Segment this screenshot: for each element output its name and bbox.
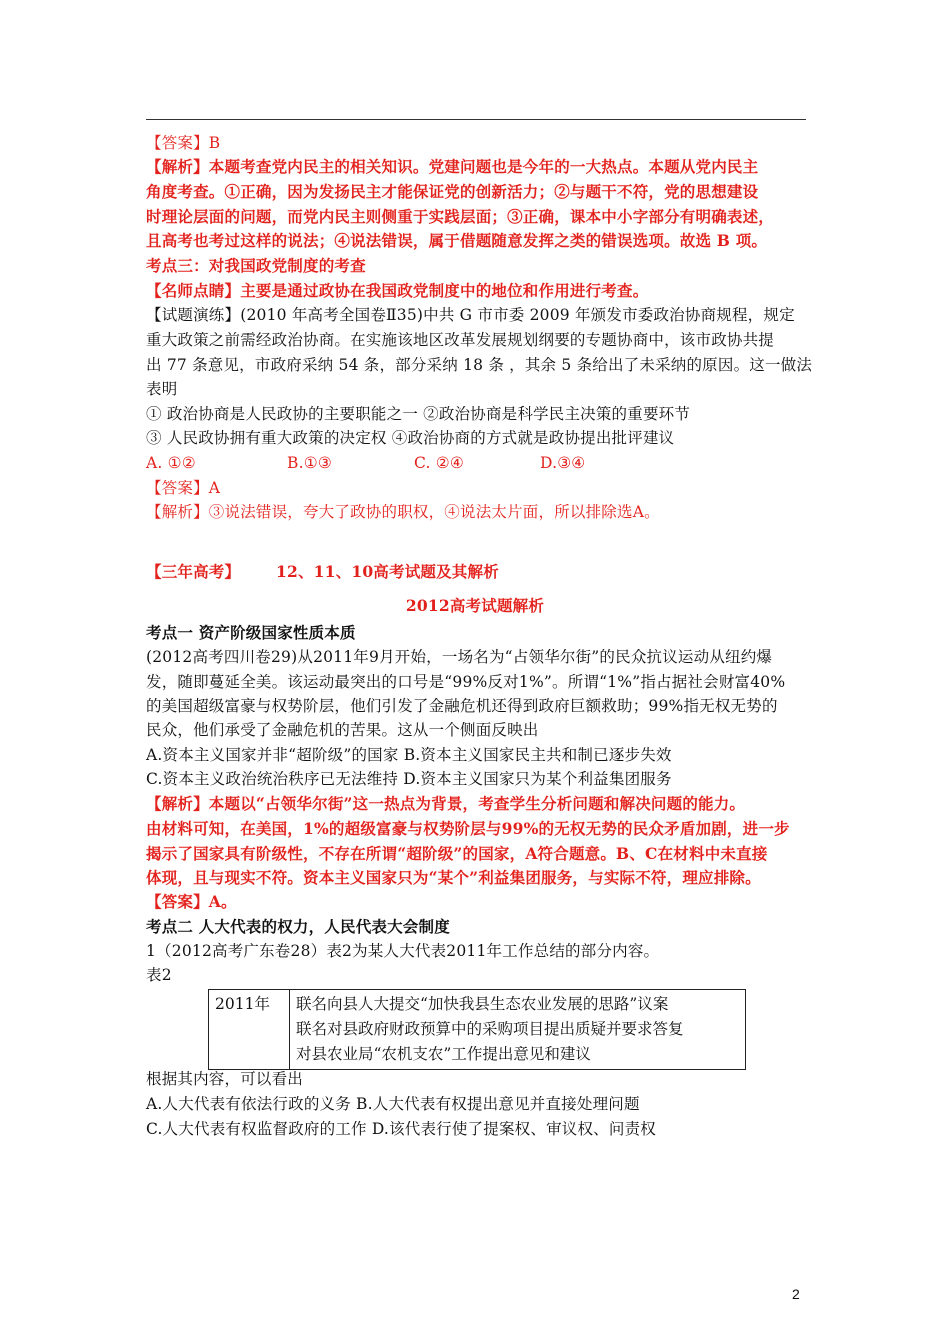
table-row: 联名对县政府财政预算中的采购项目提出质疑并要求答复 bbox=[296, 1020, 684, 1038]
q1-options-line2: C.资本主义政治统治秩序已无法维持 D.资本主义国家只为某个利益集团服务 bbox=[146, 770, 672, 788]
section-header-text: 12、11、10高考试题及其解析 bbox=[276, 562, 499, 581]
q1-stem-line4: 民众，他们承受了金融危机的苦果。这从一个侧面反映出 bbox=[146, 721, 539, 739]
table-row: 对县农业局“农机支农”工作提出意见和建议 bbox=[296, 1045, 591, 1063]
q1-analysis-line3: 揭示了国家具有阶级性，不存在所谓“超阶级”的国家，A符合题意。B、C在材料中未直接 bbox=[146, 844, 768, 863]
statement-line2: ③ 人民政协拥有重大政策的决定权 ④政治协商的方式就是政协提出批评建议 bbox=[146, 429, 675, 447]
q1-title: 考点一 资产阶级国家性质本质 bbox=[146, 623, 356, 642]
exercise-line4: 表明 bbox=[146, 380, 178, 398]
top-option-a: A. ①② bbox=[146, 454, 196, 472]
table-content-cell bbox=[290, 990, 746, 1070]
table-year-cell: 2011年 bbox=[209, 990, 290, 1070]
top-option-b: B.①③ bbox=[287, 454, 332, 472]
center-title: 2012高考试题解析 bbox=[405, 596, 545, 615]
section-header-label: 【三年高考】 bbox=[146, 562, 241, 581]
header-rule bbox=[146, 119, 806, 120]
teacher-tip: 【名师点睛】主要是通过政协在我国政党制度中的地位和作用进行考查。 bbox=[146, 281, 649, 300]
exercise-line1: 【试题演练】(2010 年高考全国卷Ⅱ35)中共 G 市市委 2009 年颁发市委政治协商规程，规定 bbox=[146, 306, 795, 324]
analysis2: 【解析】③说法错误，夸大了政协的职权，④说法太片面，所以排除选A。 bbox=[146, 503, 660, 521]
q2-lead: 根据其内容，可以看出 bbox=[146, 1070, 304, 1088]
work-summary-table bbox=[208, 989, 746, 1070]
analysis1-line4: 且高考也考过这样的说法；④说法错误，属于借题随意发挥之类的错误选项。故选 B 项。 bbox=[146, 231, 768, 250]
answer-b: 【答案】B bbox=[146, 134, 221, 152]
analysis1-line2: 角度考查。①正确，因为发扬民主才能保证党的创新活力；②与题干不符，党的思想建设 bbox=[146, 182, 759, 201]
analysis1-line3: 时理论层面的问题，而党内民主则侧重于实践层面；③正确，课本中小字部分有明确表述， bbox=[146, 207, 775, 226]
q1-stem-line1: (2012高考四川卷29)从2011年9月开始，一场名为“占领华尔街”的民众抗议运动从纽约爆 bbox=[146, 648, 773, 666]
top-option-d: D.③④ bbox=[540, 454, 586, 472]
q2-title: 考点二 人大代表的权力，人民代表大会制度 bbox=[146, 917, 450, 936]
table-row: 联名向县人大提交“加快我县生态农业发展的思路”议案 bbox=[296, 995, 669, 1013]
q1-stem-line2: 发，随即蔓延全美。该运动最突出的口号是“99%反对1%”。所谓“1%”指占据社会财富40% bbox=[146, 673, 786, 691]
top-options bbox=[0, 451, 950, 475]
q1-stem-line3: 的美国超级富豪与权势阶层，他们引发了金融危机还得到政府巨额救助；99%指无权无势的 bbox=[146, 697, 778, 715]
q1-analysis-line4: 体现，且与现实不符。资本主义国家只为“某个”利益集团服务，与实际不符，理应排除。 bbox=[146, 868, 761, 887]
q2-options-line1: A.人大代表有依法行政的义务 B.人大代表有权提出意见并直接处理问题 bbox=[146, 1095, 640, 1113]
answer-a: 【答案】A bbox=[146, 479, 221, 497]
q2-options-line2: C.人大代表有权监督政府的工作 D.该代表行使了提案权、审议权、问责权 bbox=[146, 1120, 656, 1138]
statement-line1: ① 政治协商是人民政协的主要职能之一 ②政治协商是科学民主决策的重要环节 bbox=[146, 405, 691, 423]
exercise-line2: 重大政策之前需经政治协商。在实施该地区改革发展规划纲要的专题协商中，该市政协共提 bbox=[146, 331, 775, 349]
q2-table-label: 表2 bbox=[146, 966, 172, 984]
q1-options-line1: A.资本主义国家并非“超阶级”的国家 B.资本主义国家民主共和制已逐步失效 bbox=[146, 746, 672, 764]
page-number: 2 bbox=[792, 1286, 800, 1302]
q1-analysis-line1: 【解析】本题以“占领华尔街”这一热点为背景，考查学生分析问题和解决问题的能力。 bbox=[146, 794, 746, 813]
q2-stem: 1（2012高考广东卷28）表2为某人大代表2011年工作总结的部分内容。 bbox=[146, 942, 660, 960]
q1-answer: 【答案】A。 bbox=[146, 892, 237, 911]
exercise-line3: 出 77 条意见，市政府采纳 54 条，部分采纳 18 条 ，其余 5 条给出了未采纳的原因。这一做法 bbox=[146, 356, 813, 374]
q1-analysis-line2: 由材料可知，在美国，1%的超级富豪与权势阶层与99%的无权无势的民众矛盾加剧，进一步 bbox=[146, 819, 790, 838]
point3-heading: 考点三：对我国政党制度的考查 bbox=[146, 256, 366, 275]
analysis1-line1: 【解析】本题考查党内民主的相关知识。党建问题也是今年的一大热点。本题从党内民主 bbox=[146, 157, 759, 176]
top-option-c: C. ②④ bbox=[414, 454, 464, 472]
